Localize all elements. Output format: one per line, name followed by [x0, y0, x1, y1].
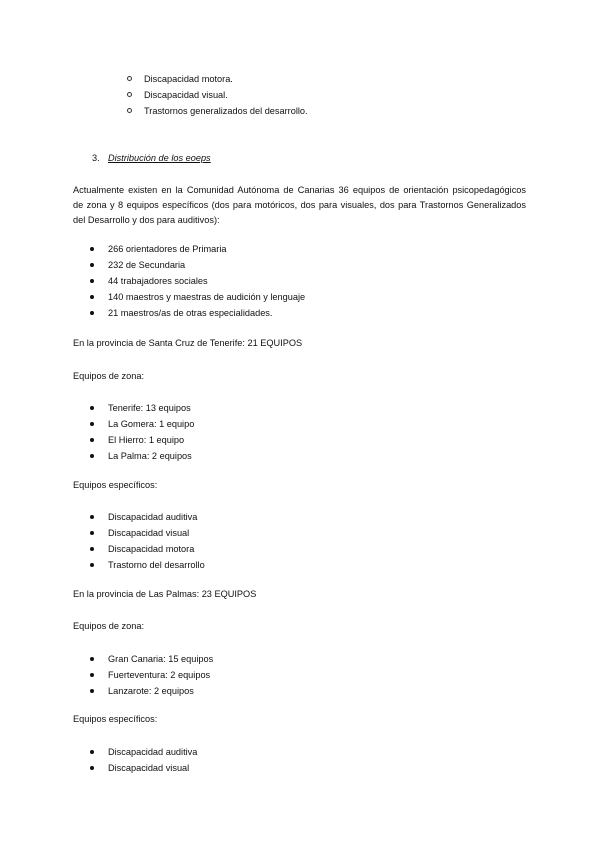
tenerife-especificos-label: Equipos específicos:: [73, 480, 158, 490]
bullet-icon: [90, 454, 94, 458]
list-item: Trastornos generalizados del desarrollo.: [144, 106, 308, 116]
bullet-icon: [90, 673, 94, 677]
list-item: 44 trabajadores sociales: [108, 276, 208, 286]
bullet-icon: [90, 750, 94, 754]
bullet-icon: [90, 547, 94, 551]
bullet-icon: [90, 247, 94, 251]
list-item: 140 maestros y maestras de audición y lenguaje: [108, 292, 306, 302]
paragraph-line: del Desarrollo y dos para auditivos):: [73, 215, 220, 225]
bullet-icon: [90, 515, 94, 519]
list-item: Discapacidad visual.: [144, 90, 228, 100]
list-item: Tenerife: 13 equipos: [108, 403, 191, 413]
list-item: Trastorno del desarrollo: [108, 560, 205, 570]
bullet-icon: [90, 689, 94, 693]
list-item: Fuerteventura: 2 equipos: [108, 670, 211, 680]
laspalmas-heading: En la provincia de Las Palmas: 23 EQUIPOS: [73, 589, 257, 599]
bullet-icon: [90, 422, 94, 426]
bullet-icon: [90, 563, 94, 567]
list-item: Discapacidad motora.: [144, 74, 233, 84]
bullet-icon: [90, 311, 94, 315]
bullet-icon: [90, 438, 94, 442]
list-item: Discapacidad auditiva: [108, 512, 198, 522]
section-heading: [92, 152, 211, 164]
list-item: Discapacidad auditiva: [108, 747, 198, 757]
laspalmas-especificos-label: Equipos específicos:: [73, 714, 158, 724]
section-number: 3.: [92, 153, 100, 163]
bullet-icon: [90, 406, 94, 410]
bullet-icon: [90, 766, 94, 770]
list-item: Discapacidad visual: [108, 528, 190, 538]
list-item: Discapacidad motora: [108, 544, 195, 554]
list-item: Discapacidad visual: [108, 763, 190, 773]
bullet-icon: [90, 657, 94, 661]
list-item: 266 orientadores de Primaria: [108, 244, 227, 254]
bullet-icon: [90, 279, 94, 283]
bullet-icon: [90, 263, 94, 267]
paragraph-line: de zona y 8 equipos específicos (dos para motóricos, dos para visuales, dos para Trastornos Generalizados: [73, 200, 526, 210]
tenerife-heading: En la provincia de Santa Cruz de Tenerife: 21 EQUIPOS: [73, 338, 303, 348]
list-item: Gran Canaria: 15 equipos: [108, 654, 214, 664]
tenerife-zona-label: Equipos de zona:: [73, 371, 145, 381]
list-item: Lanzarote: 2 equipos: [108, 686, 194, 696]
hollow-bullet-icon: [127, 92, 132, 97]
laspalmas-zona-label: Equipos de zona:: [73, 621, 145, 631]
hollow-bullet-icon: [127, 108, 132, 113]
paragraph-line: Actualmente existen en la Comunidad Autónoma de Canarias 36 equipos de orientación psicopedagógicos: [73, 185, 526, 195]
list-item: La Gomera: 1 equipo: [108, 419, 195, 429]
bullet-icon: [90, 295, 94, 299]
list-item: El Hierro: 1 equipo: [108, 435, 185, 445]
list-item: 232 de Secundaria: [108, 260, 186, 270]
hollow-bullet-icon: [127, 76, 132, 81]
section-title: Distribución de los eoeps: [108, 153, 211, 163]
list-item: La Palma: 2 equipos: [108, 451, 192, 461]
list-item: 21 maestros/as de otras especialidades.: [108, 308, 273, 318]
bullet-icon: [90, 531, 94, 535]
